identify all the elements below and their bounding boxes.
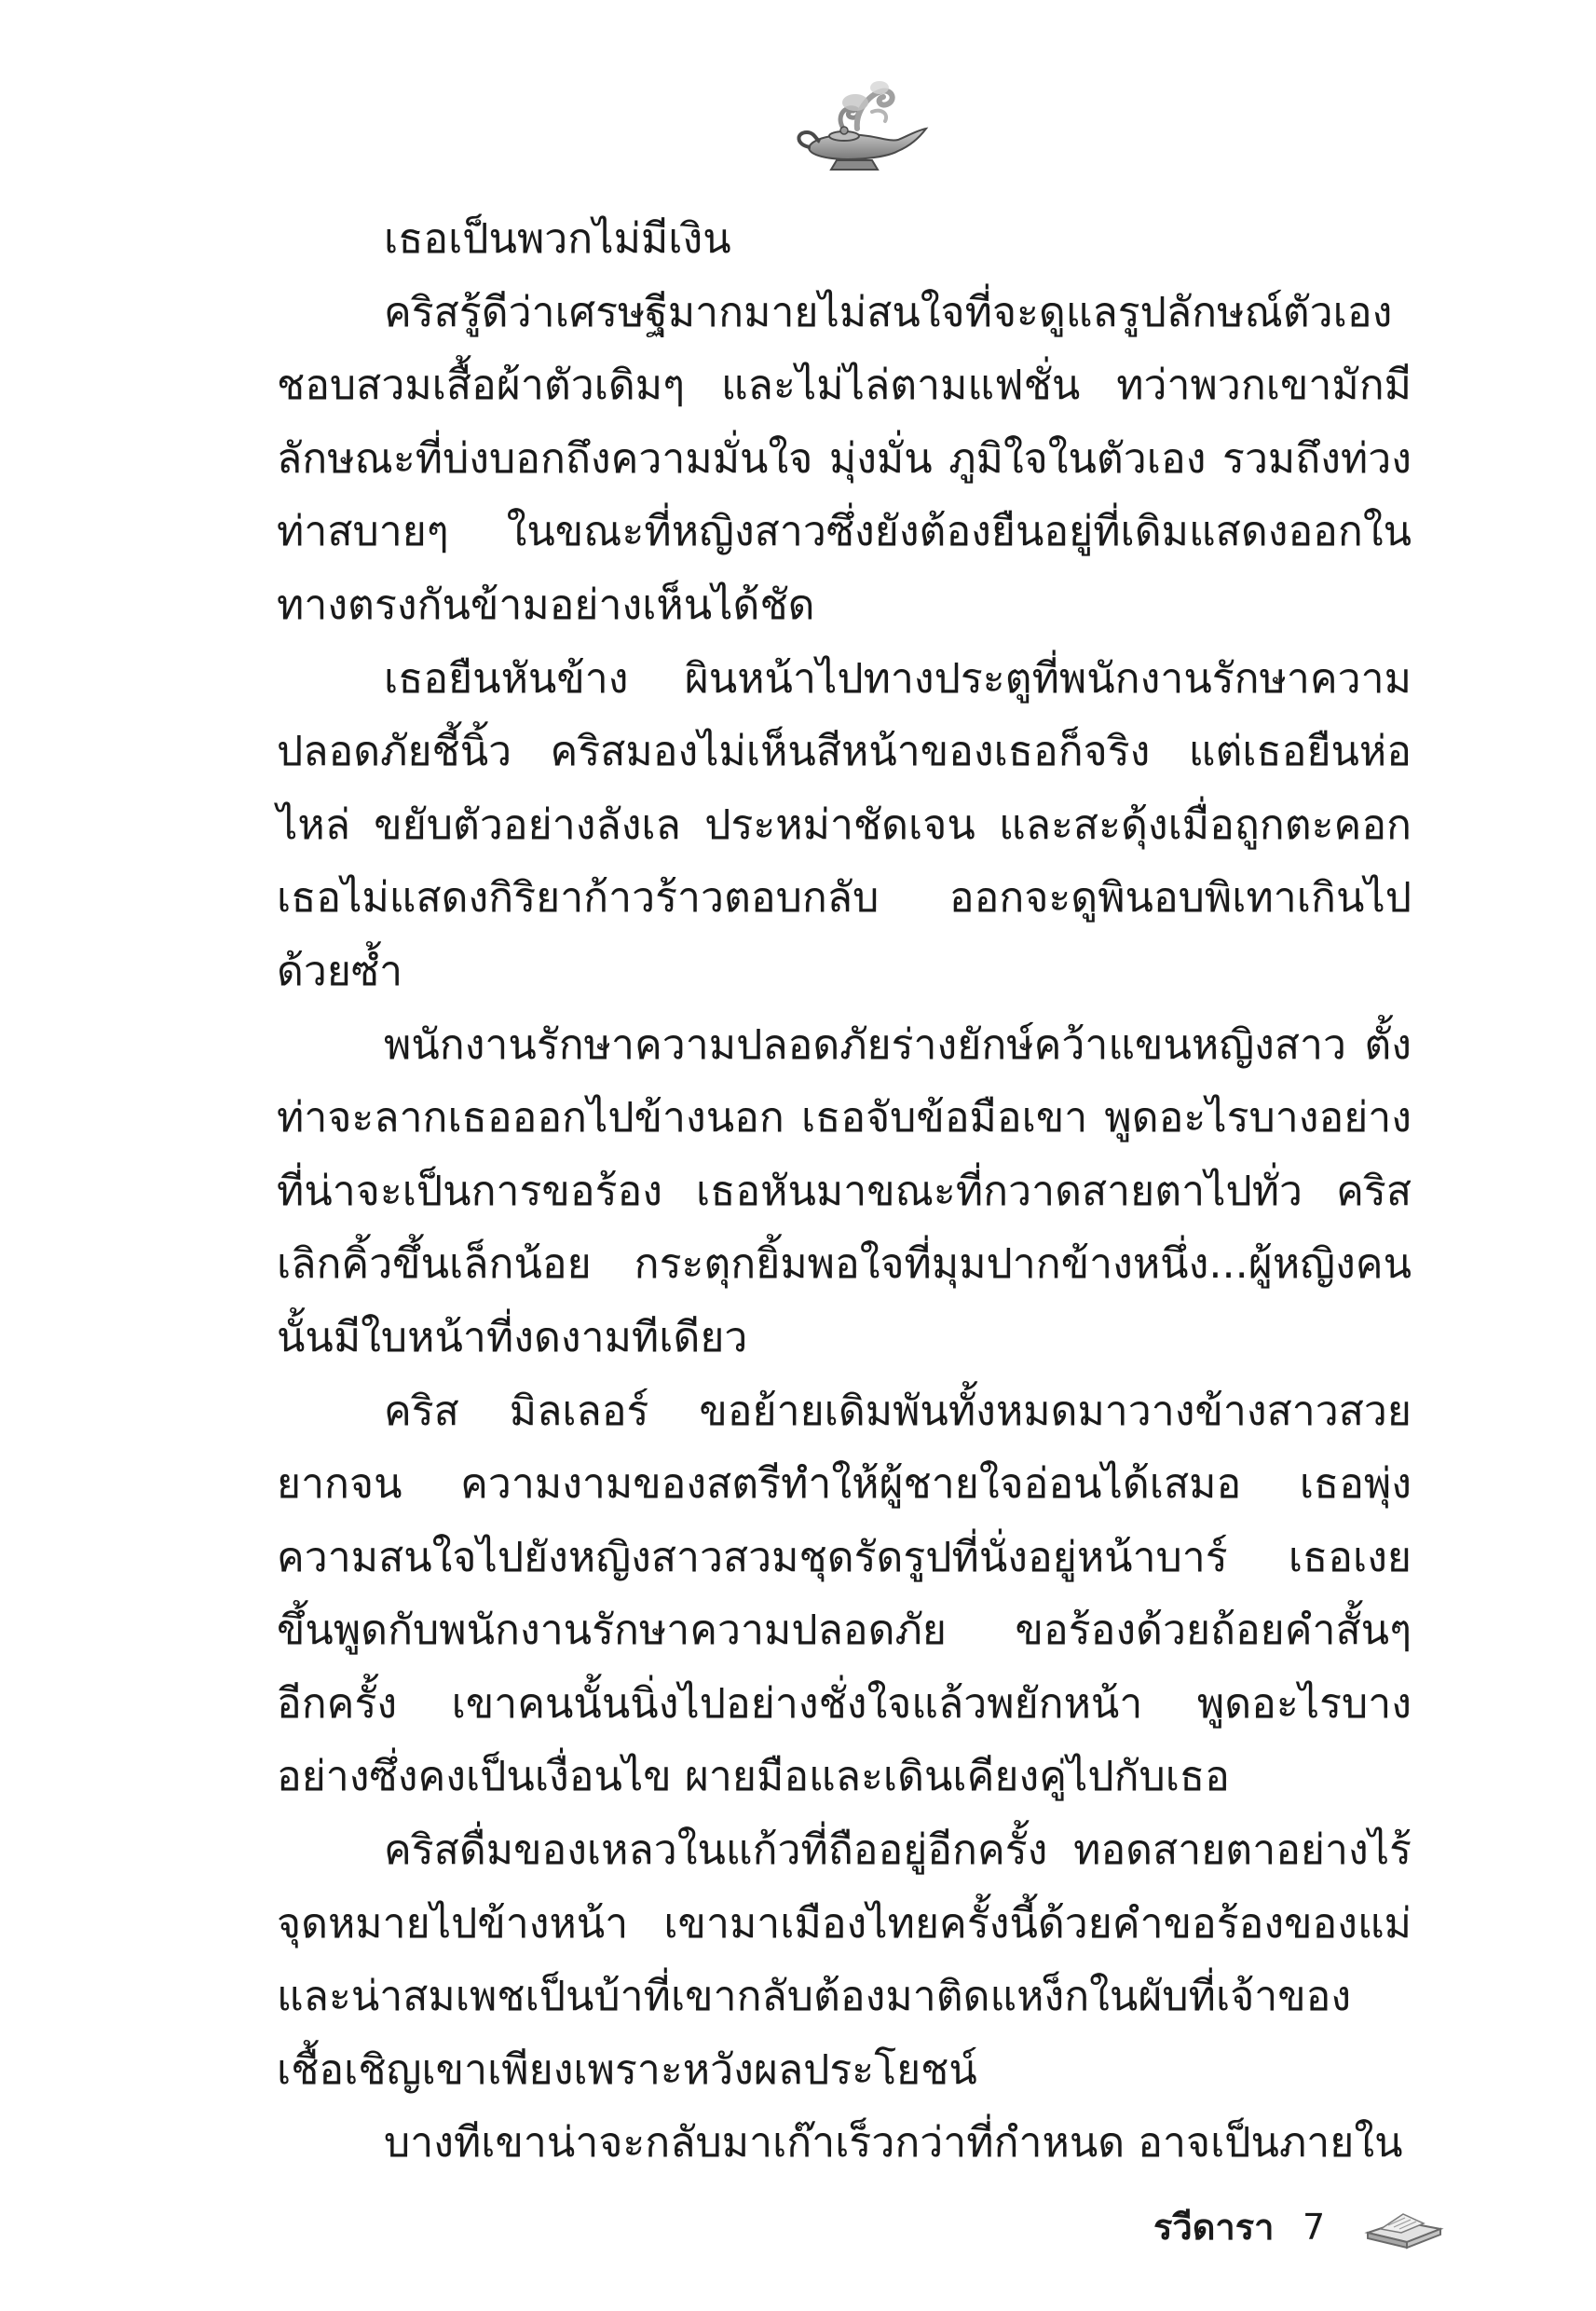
- page-footer: [1118, 2199, 1472, 2274]
- paragraph: เธอยืนหันข้าง ผินหน้าไปทางประตูที่พนักงานรักษาความปลอดภัยชี้นิ้ว คริสมองไม่เห็นสีหน้าของเธอก็จริง แต่เธอยืนห่อไหล่ ขยับตัวอย่างลังเล ประหม่าชัดเจน และสะดุ้งเมื่อถูกตะคอก เธอไม่แสดงกิริยาก้าวร้าวตอบกลับ ออกจะดูพินอบพิเทาเกินไปด้วยซ้ำ: [277, 654, 1412, 995]
- genie-lamp-icon: [788, 75, 937, 177]
- book-title: รวีดารา: [1153, 2207, 1275, 2248]
- paragraph: คริส มิลเลอร์ ขอย้ายเดิมพันทั้งหมดมาวางข้างสาวสวยยากจน ความงามของสตรีทำให้ผู้ชายใจอ่อนได้เสมอ เธอพุ่งความสนใจไปยังหญิงสาวสวมชุดรัดรูปที่นั่งอยู่หน้าบาร์ เธอเงยขึ้นพูดกับพนักงานรักษาความปลอดภัย ขอร้องด้วยถ้อยคำสั้นๆ อีกครั้ง เขาคนนั้นนิ่งไปอย่างชั่งใจแล้วพยักหน้า พูดอะไรบางอย่างซึ่งคงเป็นเงื่อนไข ผายมือและเดินเคียงคู่ไปกับเธอ: [277, 1387, 1412, 1801]
- paragraph: คริสรู้ดีว่าเศรษฐีมากมายไม่สนใจที่จะดูแลรูปลักษณ์ตัวเอง ชอบสวมเสื้อผ้าตัวเดิมๆ และไม่ไล่ตามแฟชั่น ทว่าพวกเขามักมีลักษณะที่บ่งบอกถึงความมั่นใจ มุ่งมั่น ภูมิใจในตัวเอง รวมถึงท่วงท่าสบายๆ ในขณะที่หญิงสาวซึ่งยังต้องยืนอยู่ที่เดิมแสดงออกในทางตรงกันข้ามอย่างเห็นได้ชัด: [277, 288, 1412, 629]
- body-text: [277, 203, 1412, 2181]
- book-icon: [1362, 2205, 1446, 2249]
- page-number: 7: [1303, 2207, 1326, 2248]
- paragraph: บางทีเขาน่าจะกลับมาเก๊าเร็วกว่าที่กำหนด อาจเป็นภายใน: [384, 2119, 1403, 2167]
- paragraph: คริสดื่มของเหลวในแก้วที่ถืออยู่อีกครั้ง ทอดสายตาอย่างไร้จุดหมายไปข้างหน้า เขามาเมืองไทยครั้งนี้ด้วยคำขอร้องของแม่ และน่าสมเพชเป็นบ้าที่เขากลับต้องมาติดแหง็กในผับที่เจ้าของเชื้อเชิญเขาเพียงเพราะหวังผลประโยชน์: [277, 1826, 1412, 2094]
- paragraph: พนักงานรักษาความปลอดภัยร่างยักษ์คว้าแขนหญิงสาว ตั้งท่าจะลากเธอออกไปข้างนอก เธอจับข้อมือเขา พูดอะไรบางอย่างที่น่าจะเป็นการขอร้อง เธอหันมาขณะที่กวาดสายตาไปทั่ว คริสเลิกคิ้วขึ้นเล็กน้อย กระตุกยิ้มพอใจที่มุมปากข้างหนึ่ง...ผู้หญิงคนนั้นมีใบหน้าที่งดงามทีเดียว: [277, 1020, 1412, 1361]
- paragraph: เธอเป็นพวกไม่มีเงิน: [384, 215, 731, 263]
